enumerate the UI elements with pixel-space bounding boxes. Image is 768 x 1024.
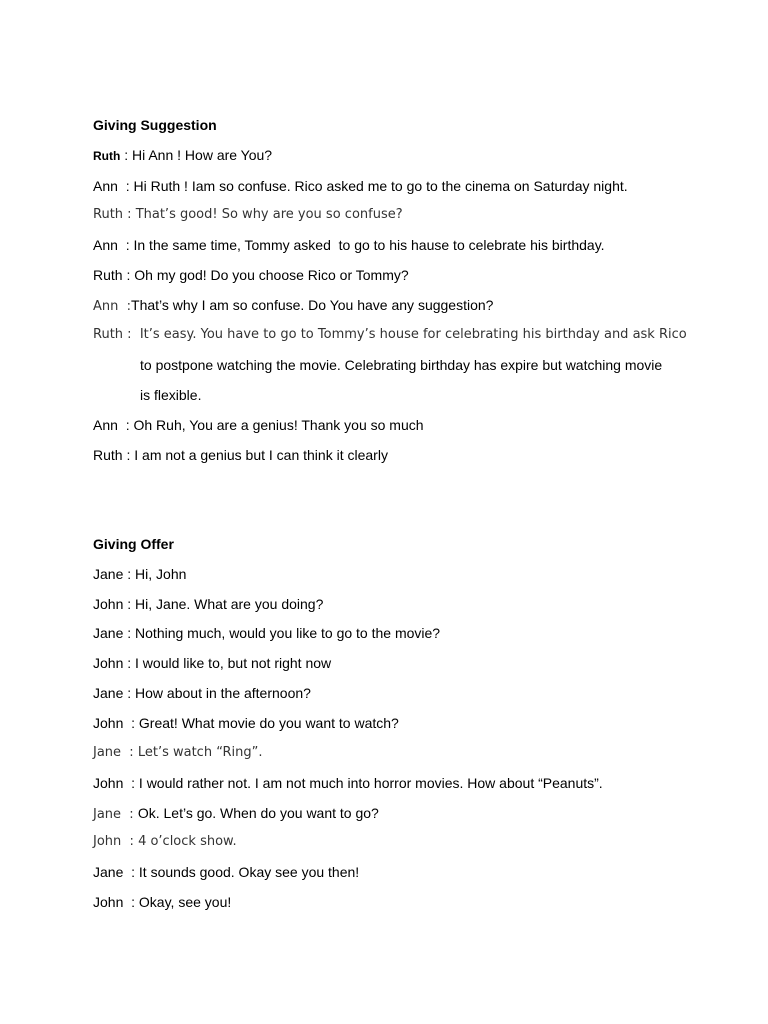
separator: : (118, 299, 132, 314)
dialogue-line (93, 863, 359, 881)
line-text: That’s why I am so confuse. Do You have any suggestion? (131, 297, 494, 313)
section-heading-giving-suggestion: Giving Suggestion (93, 117, 217, 133)
speaker-name: Jane (93, 566, 124, 582)
speaker-name: Ruth (93, 149, 121, 163)
speaker-name: Jane (93, 625, 124, 641)
dialogue-line-continuation: to postpone watching the movie. Celebrating birthday has expire but watching movie (140, 357, 663, 373)
speaker-name: Ruth (93, 207, 124, 222)
speaker-name: John (93, 715, 124, 731)
separator: : (117, 417, 134, 433)
dialogue-line (93, 744, 263, 762)
line-text: I would like to, but not right now (135, 655, 332, 671)
separator: : (123, 625, 136, 641)
speaker-name: John (93, 834, 122, 849)
dialogue-line (93, 595, 323, 613)
speaker-name: Jane (93, 807, 122, 822)
dialogue-line (93, 654, 331, 672)
separator: : (121, 807, 138, 822)
line-text: I would rather not. I am not much into horror movies. How about “Peanuts”. (138, 775, 603, 791)
separator: : (120, 147, 132, 163)
line-text: 4 o’clock show. (138, 834, 237, 849)
speaker-name: Jane (93, 864, 124, 880)
dialogue-line (93, 774, 603, 792)
speaker-name: Ruth (93, 447, 123, 463)
line-text: Nothing much, would you like to go to the movie? (135, 625, 441, 641)
section-heading-giving-offer: Giving Offer (93, 536, 174, 552)
dialogue-line (93, 565, 186, 583)
speaker-name: Ann (93, 417, 118, 433)
line-text: How about in the afternoon? (135, 685, 311, 701)
dialogue-line (93, 326, 687, 344)
speaker-name: Ruth (93, 267, 123, 283)
speaker-name: Ann (93, 299, 119, 314)
speaker-name: John (93, 775, 124, 791)
separator: : (121, 834, 139, 849)
line-text: It’s easy. You have to go to Tommy’s house for celebrating his birthday and ask Rico (139, 327, 687, 342)
separator: : (123, 327, 140, 342)
dialogue-line (93, 266, 409, 284)
speaker-name: Ruth (93, 327, 124, 342)
separator: : (123, 864, 139, 880)
separator: : (123, 894, 139, 910)
line-text: It sounds good. Okay see you then! (138, 864, 360, 880)
dialogue-line (93, 714, 399, 732)
separator: : (117, 237, 134, 253)
speaker-name: John (93, 894, 124, 910)
speaker-name: Ann (93, 237, 118, 253)
speaker-name: John (93, 655, 124, 671)
dialogue-line (93, 684, 311, 702)
line-text: Oh my god! Do you choose Rico or Tommy? (134, 267, 409, 283)
dialogue-line (93, 206, 403, 224)
dialogue-line (93, 236, 605, 254)
speaker-name: Ann (93, 178, 118, 194)
line-text: Hi, John (135, 566, 187, 582)
separator: : (123, 685, 136, 701)
speaker-name: Jane (93, 685, 124, 701)
dialogue-line (93, 446, 388, 464)
separator: : (123, 655, 136, 671)
line-text: Great! What movie do you want to watch? (138, 715, 399, 731)
separator: : (123, 566, 136, 582)
dialogue-line (93, 833, 237, 851)
line-text: In the same time, Tommy asked to go to his hause to celebrate his birthday. (133, 237, 605, 253)
line-text: Oh Ruh, You are a genius! Thank you so much (133, 417, 424, 433)
dialogue-line (93, 804, 379, 824)
line-text: Let’s watch “Ring”. (137, 745, 263, 760)
line-text: I am not a genius but I can think it clearly (134, 447, 388, 463)
separator: : (123, 715, 139, 731)
dialogue-line (93, 624, 440, 642)
dialogue-line (93, 416, 424, 434)
dialogue-line (93, 146, 272, 165)
dialogue-line (93, 893, 231, 911)
dialogue-line (93, 296, 493, 316)
speaker-name: John (93, 596, 124, 612)
line-text: Hi Ruth ! Iam so confuse. Rico asked me to go to the cinema on Saturday night. (133, 178, 628, 194)
separator: : (122, 267, 135, 283)
separator: : (123, 596, 136, 612)
speaker-name: Jane (93, 745, 122, 760)
separator: : (123, 207, 136, 222)
separator: : (117, 178, 134, 194)
line-text: Okay, see you! (138, 894, 232, 910)
line-text: Ok. Let’s go. When do you want to go? (137, 805, 379, 821)
line-text: Hi Ann ! How are You? (132, 147, 273, 163)
dialogue-line (93, 177, 628, 195)
separator: : (123, 775, 139, 791)
line-text: Hi, Jane. What are you doing? (135, 596, 324, 612)
line-text: That’s good! So why are you so confuse? (135, 207, 403, 222)
separator: : (121, 745, 138, 760)
dialogue-line-continuation: is flexible. (140, 387, 202, 403)
separator: : (122, 447, 135, 463)
